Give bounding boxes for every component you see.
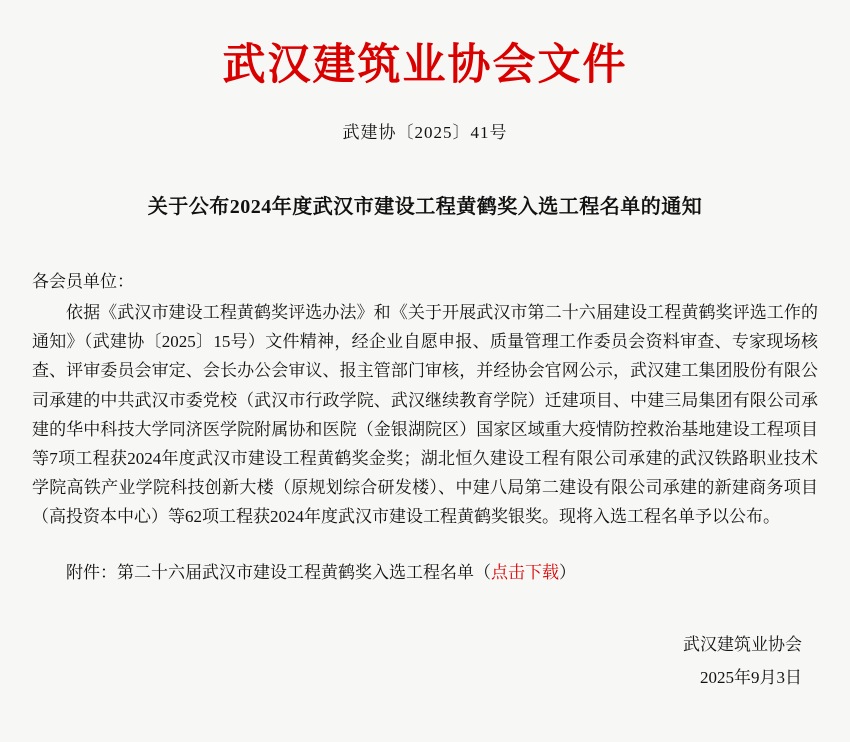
- signature-date: 2025年9月3日: [700, 667, 802, 687]
- body-paragraph: 依据《武汉市建设工程黄鹤奖评选办法》和《关于开展武汉市第二十六届建设工程黄鹤奖评选工作的通知》（武建协〔2025〕15号）文件精神，经企业自愿申报、质量管理工作委员会资料审查、专家现场核查、评审委员会审定、会长办公会审议、报主管部门审核，并经协会官网公示，武汉建工集团股份有限公司承建的中共武汉市委党校（武汉市行政学院、武汉继续教育学院）迁建项目、中建三局集团有限公司承建的华中科技大学同济医学院附属协和医院（金银湖院区）国家区域重大疫情防控救治基地建设工程项目等7项工程获2024年度武汉市建设工程黄鹤奖金奖；湖北恒久建设工程有限公司承建的武汉铁路职业技术学院高铁产业学院科技创新大楼（原规划综合研发楼）、中建八局第二建设有限公司承建的新建商务项目（高投资本中心）等62项工程获2024年度武汉市建设工程黄鹤奖银奖。现将入选工程名单予以公布。: [32, 302, 818, 527]
- attachment-suffix: ）: [559, 562, 576, 582]
- notice-title: 关于公布2024年度武汉市建设工程黄鹤奖入选工程名单的通知: [147, 195, 703, 218]
- download-link[interactable]: 点击下载: [491, 562, 559, 582]
- document-body: [20, 267, 830, 587]
- signature-block: [683, 629, 802, 694]
- document-title: 武汉建筑业协会文件: [222, 42, 628, 89]
- salutation: 各会员单位：: [32, 271, 134, 291]
- attachment-label: 附件：第二十六届武汉市建设工程黄鹤奖入选工程名单（: [66, 562, 491, 582]
- attachment-line: [32, 558, 818, 587]
- document-number: 武建协〔2025〕41号: [342, 122, 508, 142]
- signature-organization: 武汉建筑业协会: [683, 635, 802, 655]
